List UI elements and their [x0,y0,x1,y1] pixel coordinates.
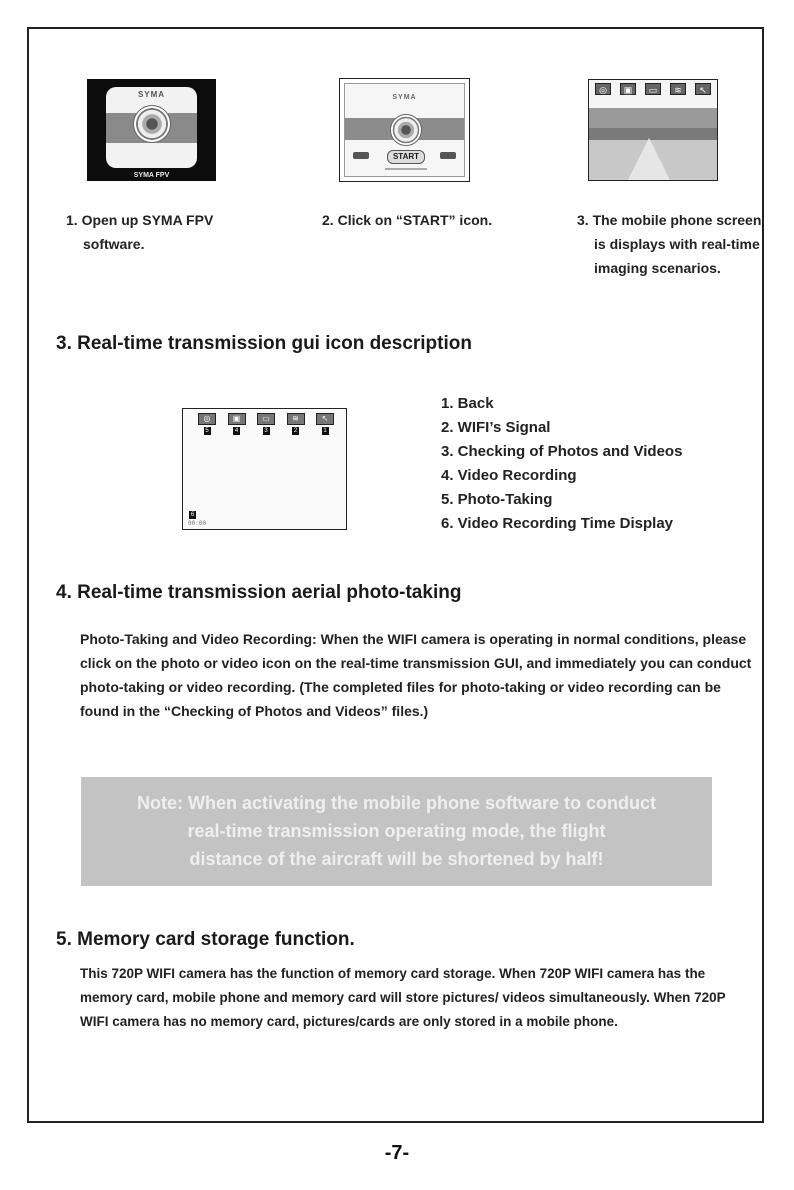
right-pill-icon [440,152,456,159]
step-3-caption: 3. The mobile phone screen is displays with real-time imaging scenarios. [577,212,762,276]
folder-icon: ▭ [257,413,275,425]
app-logo-text: SYMA [137,90,166,99]
legend-item: 2. WIFI’s Signal [441,419,551,436]
legend-item: 6. Video Recording Time Display [441,515,674,532]
badge: 1 [323,428,327,434]
start-screen-image [339,78,470,182]
badge-6: 6 [190,512,195,518]
note-box [81,777,712,886]
wifi-icon: ≋ [287,413,305,425]
syma-fpv-app-icon-image [87,79,216,181]
badge: 5 [205,428,209,434]
page-frame [27,27,764,1123]
note-line: Note: When activating the mobile phone software to conduct [136,793,657,813]
gui-toolbar [595,83,711,97]
note-line: distance of the aircraft will be shortened by half! [189,849,604,869]
video-icon: ▣ [228,413,246,425]
page-number: -7- [384,1142,410,1164]
camera-lens-icon [133,105,171,143]
app-tile [106,87,197,168]
folder-icon: ▭ [645,83,661,95]
camera-lens-icon [390,114,422,146]
legend-item: 4. Video Recording [441,467,577,484]
legend-item: 5. Photo-Taking [441,491,553,508]
legend-item: 3. Checking of Photos and Videos [441,443,683,460]
gui-diagram [182,408,347,530]
legend-item: 1. Back [441,395,494,412]
back-icon: ↖ [316,413,334,425]
road-landscape [627,138,671,181]
step-1-caption: 1. Open up SYMA FPV software. [66,212,214,252]
wifi-icon: ≋ [670,83,686,95]
section-4-paragraph: Photo-Taking and Video Recording: When the WIFI camera is operating in normal conditions, please click on the photo or video icon on the real-time transmission GUI, and immediately you can conduct photo-taking or video recording. (The completed files for photo-taking or video recording can be found in the “Checking of Photos and Videos” files.) [80,631,752,719]
video-icon: ▣ [620,83,636,95]
recording-time-display: 00:00 [188,520,207,527]
badge: 3 [264,428,268,434]
badge: 4 [234,428,239,434]
start-logo-text: SYMA [392,94,417,101]
start-button[interactable]: START [387,150,425,164]
badge: 2 [293,428,298,434]
section-3-heading: 3. Real-time transmission gui icon description [56,333,472,354]
realtime-imaging-screen-image [588,79,718,181]
photo-icon: ◎ [198,413,216,425]
section-5-heading: 5. Memory card storage function. [56,929,355,950]
section-4-heading: 4. Real-time transmission aerial photo-taking [56,582,462,603]
note-line: real-time transmission operating mode, the flight [187,821,606,841]
section-5-paragraph: This 720P WIFI camera has the function of memory card storage. When 720P WIFI camera has the memory card, mobile phone and memory card will store pictures/ videos simultaneously. When 720P WIFI camera has no memory card, pictures/cards are only stored in a mobile phone. [80,966,726,1029]
left-pill-icon [353,152,369,159]
app-caption: SYMA FPV [133,172,170,179]
icon-legend [441,392,682,536]
photo-icon: ◎ [595,83,611,95]
step-2-caption: 2. Click on “START” icon. [322,212,493,228]
back-icon: ↖ [695,83,711,95]
